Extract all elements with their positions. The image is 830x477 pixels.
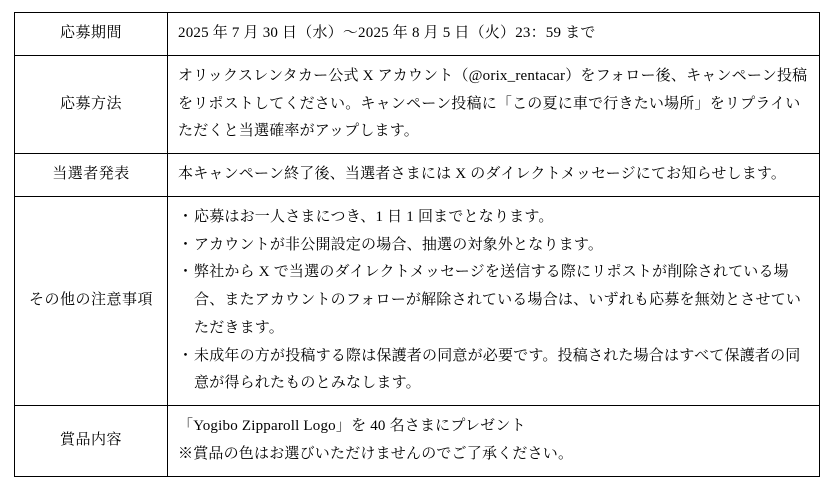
row-label-application-period <box>15 13 168 56</box>
row-value-prize-contents <box>168 406 820 477</box>
list-item-text: 弊社から X で当選のダイレクトメッセージを送信する際にリポストが削除されている場合、またアカウントのフォローが解除されている場合は、いずれも応募を無効とさせていただきます。 <box>194 264 802 336</box>
row-value-how-to-apply <box>168 55 820 153</box>
prize-color-note: ※賞品の色はお選びいただけませんのでご了承ください。 <box>178 445 574 462</box>
bullet-marker: ・ <box>178 236 194 253</box>
notes-list <box>178 204 809 398</box>
value-text: 「Yogibo Zipparoll Logo」を 40 名さまにプレゼント <box>178 418 526 434</box>
table-row <box>15 196 820 405</box>
table-row <box>15 13 820 56</box>
table-row <box>15 154 820 197</box>
label-text: 当選者発表 <box>52 166 130 182</box>
table-row <box>15 55 820 153</box>
list-item <box>178 259 809 342</box>
bullet-marker: ・ <box>178 347 194 364</box>
row-value-other-notes <box>168 196 820 405</box>
row-label-prize-contents <box>15 406 168 477</box>
value-text: 本キャンペーン終了後、当選者さまには X のダイレクトメッセージにてお知らせします。 <box>178 166 787 182</box>
row-value-winner-announcement <box>168 154 820 197</box>
row-label-winner-announcement <box>15 154 168 197</box>
list-item <box>178 343 809 399</box>
label-text: 応募方法 <box>59 95 122 112</box>
label-text: その他の注意事項 <box>29 292 154 308</box>
list-item-text: アカウントが非公開設定の場合、抽選の対象外となります。 <box>194 236 604 253</box>
bullet-marker: ・ <box>178 208 194 225</box>
campaign-terms-table <box>14 12 820 477</box>
list-item <box>178 232 809 260</box>
row-label-how-to-apply <box>15 55 168 153</box>
list-item-text: 応募はお一人さまにつき、1 日 1 回までとなります。 <box>194 208 554 225</box>
list-item-text: 未成年の方が投稿する際は保護者の同意が必要です。投稿された場合はすべて保護者の同意が得られたものとみなします。 <box>194 347 801 392</box>
value-text: 2025 年 7 月 30 日（水）〜2025 年 8 月 5 日（火）23：59 まで <box>178 25 596 41</box>
label-text: 賞品内容 <box>59 431 122 448</box>
row-label-other-notes <box>15 196 168 405</box>
list-item <box>178 204 809 232</box>
row-value-application-period <box>168 13 820 56</box>
bullet-marker: ・ <box>178 264 194 281</box>
label-text: 応募期間 <box>59 25 122 41</box>
table-row <box>15 406 820 477</box>
value-text: オリックスレンタカー公式 X アカウント（@orix_rentacar）をフォロー後、キャンペーン投稿をリポストしてください。キャンペーン投稿に「この夏に車で行きたい場所」をリプライいただくと当選確率がアップします。 <box>178 67 808 140</box>
